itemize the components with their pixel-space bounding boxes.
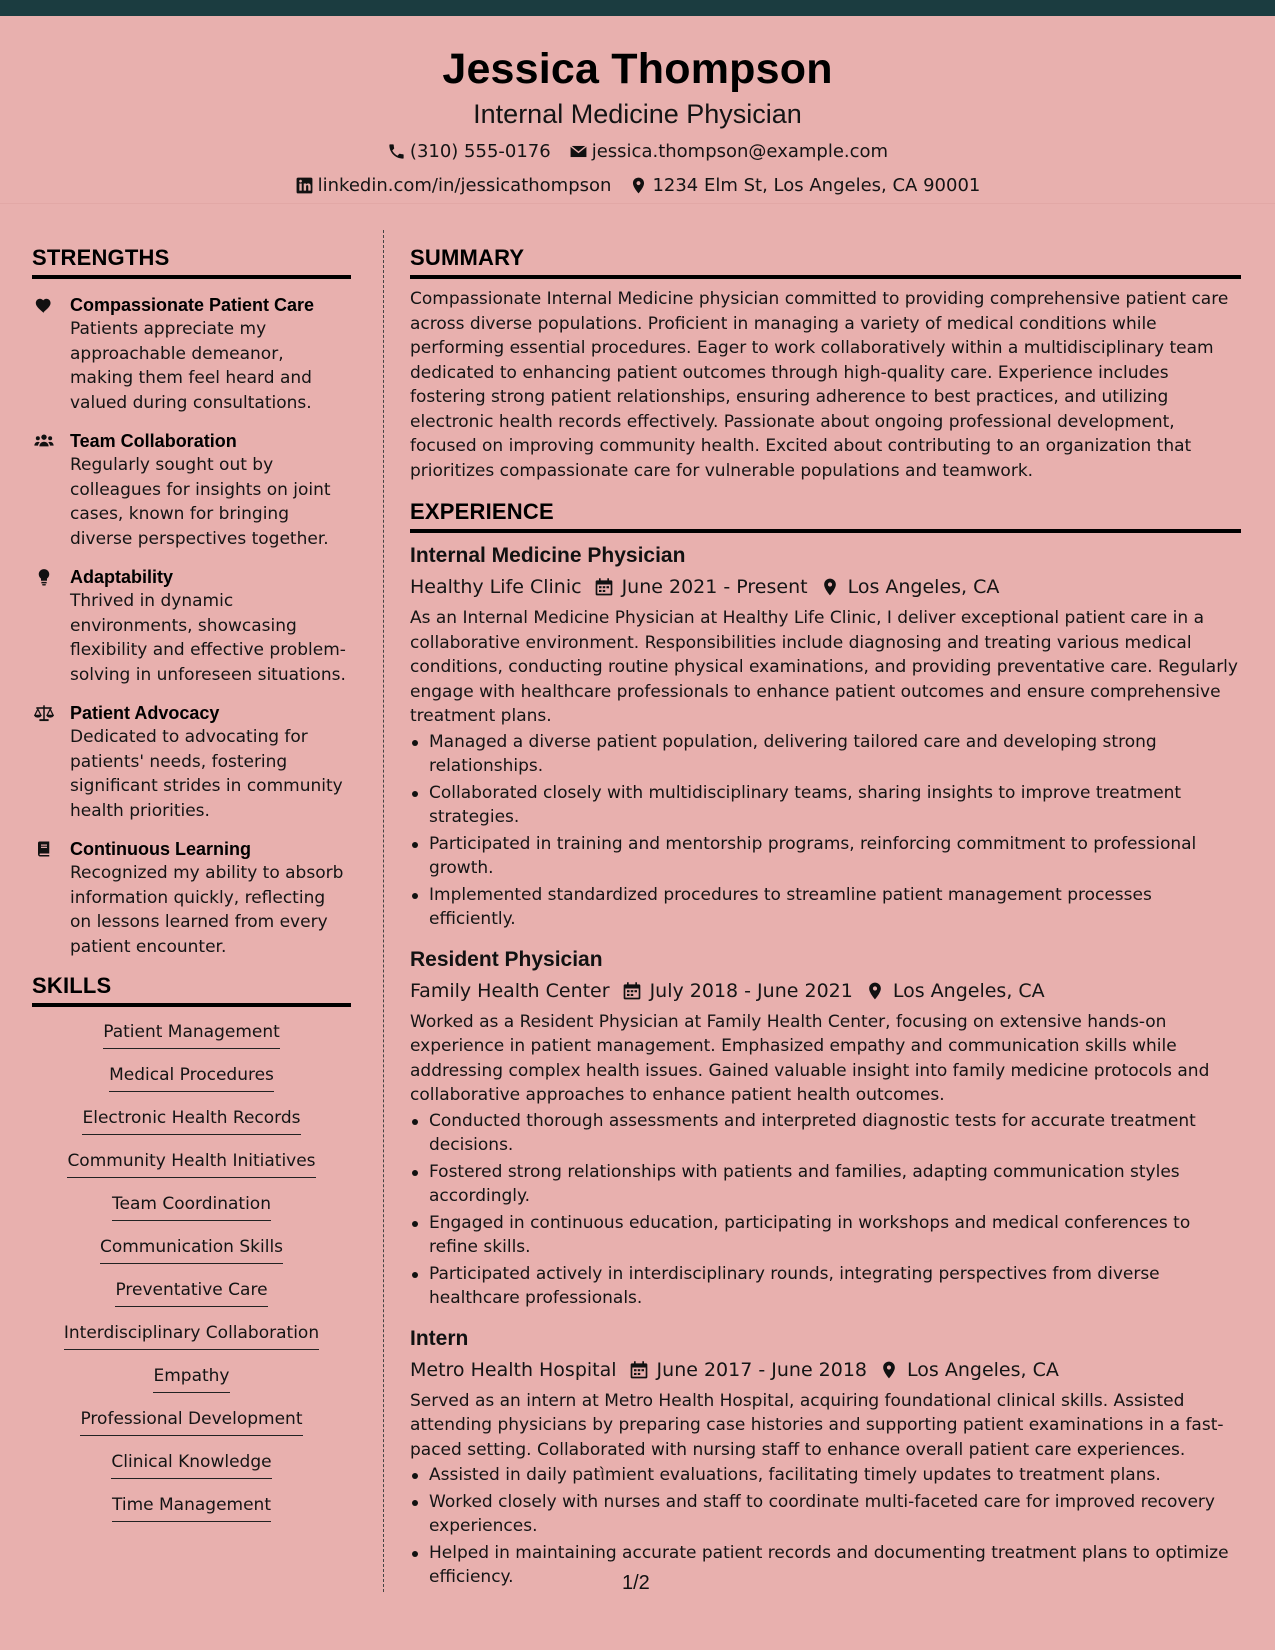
book-icon (34, 840, 54, 858)
job-company: Metro Health Hospital (410, 1358, 617, 1381)
strength-desc: Thrived in dynamic environments, showcasing flexibility and effective problem-solving in unforeseen situations. (70, 591, 346, 685)
email-contact[interactable] (569, 141, 888, 162)
strength-title: Adaptability (70, 567, 174, 587)
strength-desc: Dedicated to advocating for patients' needs, fostering significant strides in community health priorities. (70, 727, 343, 821)
strength-desc: Regularly sought out by colleagues for insights on joint cases, known for bringing diverse perspectives together. (70, 455, 331, 549)
job-meta (410, 1357, 1241, 1383)
skill-item: Preventative Care (115, 1279, 267, 1307)
map-pin-icon (820, 577, 840, 597)
job-dates: July 2018 - June 2021 (649, 979, 853, 1002)
map-pin-icon (865, 981, 885, 1001)
job-description: As an Internal Medicine Physician at Healthy Life Clinic, I deliver exceptional patient care in a collaborative environment. Responsibilities include diagnosing and treating various medical conditions, conducting routine physical examinations, and providing preventative care. Regularly engage with healthcare professionals to enhance patient outcomes and ensure comprehensive treatment plans. (410, 608, 1238, 726)
strength-item (32, 565, 351, 687)
job-description: Served as an intern at Metro Health Hospital, acquiring foundational clinical skills. Assisted attending physicians by preparing case histories and supporting patient examinations in a fast-paced setting. Collaborated with nursing staff to enhance overall patient care experiences. (410, 1390, 1224, 1460)
job-company: Healthy Life Clinic (410, 576, 582, 598)
job-bullets (410, 730, 1241, 932)
job-entry (410, 542, 1241, 932)
lightbulb-icon (34, 568, 54, 586)
address-contact (629, 175, 980, 196)
job-entry (410, 946, 1241, 1311)
job-bullets (410, 1463, 1241, 1590)
top-accent-bar (0, 0, 1275, 16)
bullet-item: Managed a diverse patient population, delivering tailored care and developing strong relationships. (410, 730, 1241, 779)
bullet-item: Conducted thorough assessments and interpreted diagnostic tests for accurate treatment decisions. (410, 1109, 1241, 1158)
phone-contact (387, 141, 551, 162)
skill-item: Professional Development (80, 1408, 302, 1436)
candidate-title: Internal Medicine Physician (473, 99, 802, 129)
phone-text: (310) 555-0176 (409, 141, 551, 162)
skill-item: Time Management (112, 1494, 271, 1522)
map-pin-icon (879, 1360, 899, 1380)
email-text[interactable]: jessica.thompson@example.com (591, 141, 889, 162)
job-title: Internal Medicine Physician (410, 544, 686, 567)
job-bullets (410, 1109, 1241, 1311)
calendar-icon (622, 981, 642, 1001)
linkedin-contact[interactable] (295, 175, 612, 196)
job-title: Resident Physician (410, 947, 603, 971)
heart-icon (34, 296, 54, 314)
skill-item: Clinical Knowledge (111, 1451, 271, 1479)
strength-title: Patient Advocacy (70, 703, 220, 723)
strength-item (32, 429, 351, 551)
strengths-heading: STRENGTHS (32, 245, 351, 279)
right-column (410, 245, 1241, 1592)
bullet-item: Engaged in continuous education, participating in workshops and medical conferences to refine skills. (410, 1211, 1241, 1260)
candidate-name: Jessica Thompson (442, 45, 833, 93)
job-dates: June 2017 - June 2018 (656, 1358, 868, 1381)
bullet-item: Implemented standardized procedures to streamline patient management processes efficiently. (410, 883, 1241, 932)
strengths-list (32, 293, 351, 959)
linkedin-text[interactable]: linkedin.com/in/jessicathompson (317, 175, 612, 196)
strength-title: Continuous Learning (70, 839, 251, 859)
job-description: Worked as a Resident Physician at Family Health Center, focusing on extensive hands-on experience in patient management. Emphasized empathy and communication skills while addressing complex health issues. Gained valuable insight into family medicine protocols and collaborative approaches to enhance patient health outcomes. (410, 1011, 1210, 1105)
strength-item (32, 293, 351, 415)
bullet-item: Assisted in daily patìmient evaluations, facilitating timely updates to treatment plans. (410, 1463, 1241, 1488)
skill-item: Medical Procedures (109, 1064, 274, 1092)
strength-item (32, 701, 351, 823)
job-location: Los Angeles, CA (892, 979, 1045, 1002)
skill-item: Community Health Initiatives (67, 1150, 315, 1178)
skills-list (32, 1021, 351, 1537)
experience-heading: EXPERIENCE (410, 499, 1241, 533)
map-pin-icon (629, 176, 648, 195)
resume-header (0, 16, 1275, 204)
job-meta (410, 978, 1241, 1004)
bullet-item: Participated actively in interdisciplinary rounds, integrating perspectives from diverse healthcare professionals. (410, 1262, 1241, 1311)
skill-item: Team Coordination (112, 1193, 271, 1221)
summary-heading: SUMMARY (410, 245, 1241, 279)
skill-item: Patient Management (103, 1021, 280, 1049)
contact-row-2 (0, 175, 1275, 196)
envelope-icon (569, 142, 588, 161)
strength-title: Team Collaboration (70, 431, 237, 451)
bullet-item: Helped in maintaining accurate patient records and documenting treatment plans to optimize efficiency. (410, 1541, 1241, 1590)
calendar-icon (594, 577, 614, 597)
job-company: Family Health Center (410, 979, 610, 1002)
left-column (32, 245, 351, 1537)
job-title: Intern (410, 1326, 469, 1350)
skill-item: Communication Skills (100, 1236, 283, 1264)
skills-heading: SKILLS (32, 973, 351, 1007)
page-number: 1/2 (622, 1572, 650, 1594)
job-location: Los Angeles, CA (847, 576, 1000, 598)
scale-icon (34, 704, 54, 722)
phone-icon (387, 142, 406, 161)
strength-item (32, 837, 351, 959)
bullet-item: Fostered strong relationships with patients and families, adapting communication styles accordingly. (410, 1160, 1241, 1209)
job-meta (410, 574, 1241, 600)
bullet-item: Worked closely with nurses and staff to coordinate multi-faceted care for improved recovery experiences. (410, 1490, 1241, 1539)
skill-item: Interdisciplinary Collaboration (64, 1322, 319, 1350)
contact-row-1 (0, 141, 1275, 162)
linkedin-icon (295, 176, 314, 195)
job-location: Los Angeles, CA (907, 1358, 1059, 1381)
strength-title: Compassionate Patient Care (70, 295, 315, 315)
bullet-item: Collaborated closely with multidisciplinary teams, sharing insights to improve treatment strategies. (410, 781, 1241, 830)
job-entry (410, 1325, 1241, 1590)
bullet-item: Participated in training and mentorship programs, reinforcing commitment to professional growth. (410, 832, 1241, 881)
column-divider (383, 230, 384, 1592)
job-dates: June 2021 - Present (621, 576, 808, 598)
calendar-icon (629, 1360, 649, 1380)
address-text: 1234 Elm St, Los Angeles, CA 90001 (652, 175, 981, 196)
strength-desc: Patients appreciate my approachable demeanor, making them feel heard and valued during consultations. (70, 319, 312, 413)
summary-text: Compassionate Internal Medicine physician committed to providing comprehensive patient care across diverse populations. Proficient in managing a variety of medical conditions while performing essential procedures. Eager to work collaboratively within a multidisciplinary team dedicated to enhancing patient outcomes through high-quality care. Experience includes fostering strong patient relationships, ensuring adherence to best practices, and utilizing electronic health records effectively. Passionate about ongoing professional development, focused on improving community health. Excited about contributing to an organization that prioritizes compassionate care for vulnerable populations and teamwork. (410, 289, 1229, 481)
users-icon (34, 432, 54, 450)
skill-item: Electronic Health Records (82, 1107, 300, 1135)
strength-desc: Recognized my ability to absorb information quickly, reflecting on lessons learned from every patient encounter. (70, 863, 344, 957)
skill-item: Empathy (153, 1365, 229, 1393)
